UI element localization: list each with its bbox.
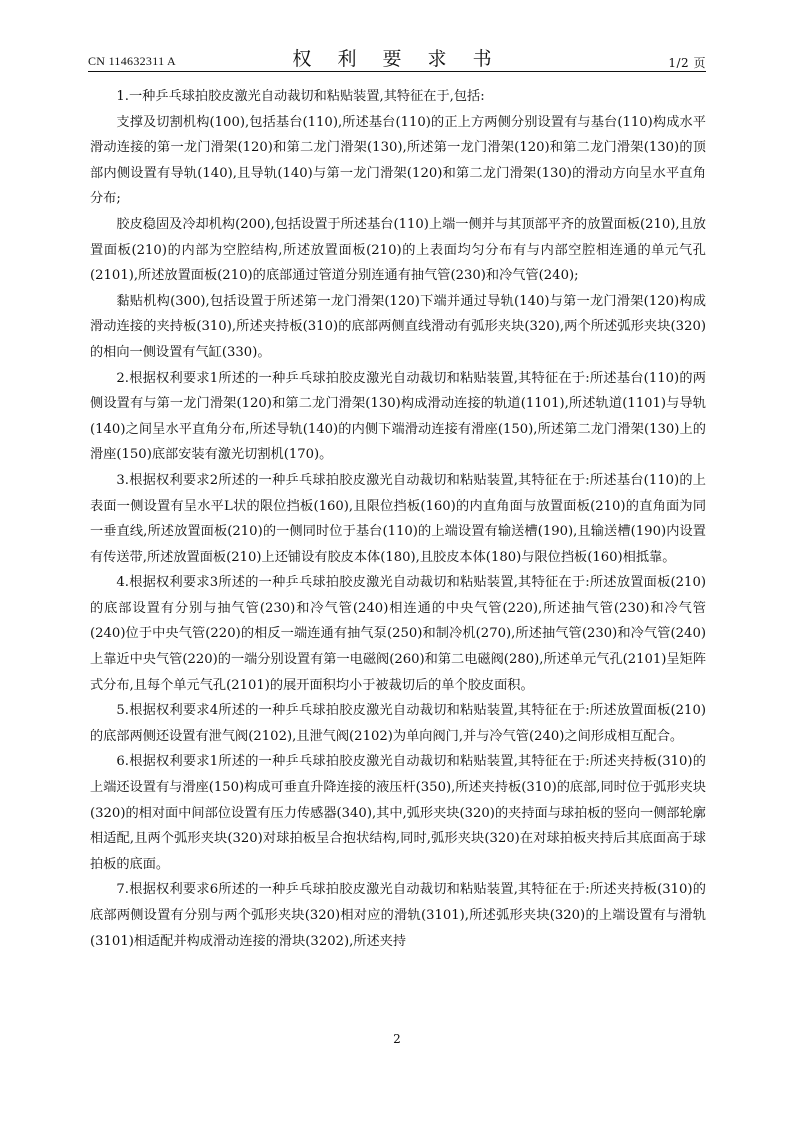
publication-number: CN 114632311 A xyxy=(88,54,176,68)
claims-body xyxy=(90,84,706,954)
claim-5: 5.根据权利要求4所述的一种乒乓球拍胶皮激光自动裁切和粘贴装置,其特征在于:所述放置面板(210)的底部两侧还设置有泄气阀(2102),且泄气阀(2102)为单向阀门,并与冷气管(240)之间形成相互配合。 xyxy=(90,703,706,744)
claim-1-adhesion-mechanism: 黏贴机构(300),包括设置于所述第一龙门滑架(120)下端并通过导轨(140)与第一龙门滑架(120)构成滑动连接的夹持板(310),所述夹持板(310)的底部两侧直线滑动有弧形夹块(320),两个所述弧形夹块(320)的相向一侧设置有气缸(330)。 xyxy=(90,293,706,360)
page-indicator: 1/2 页 xyxy=(668,56,706,70)
claim-1-intro: 1.一种乒乓球拍胶皮激光自动裁切和粘贴装置,其特征在于,包括: xyxy=(116,89,485,104)
page-number: 2 xyxy=(393,1032,401,1046)
claim-7: 7.根据权利要求6所述的一种乒乓球拍胶皮激光自动裁切和粘贴装置,其特征在于:所述夹持板(310)的底部两侧设置有分别与两个弧形夹块(320)相对应的滑轨(3101),所述弧形夹块(320)的上端设置有与滑轨(3101)相适配并构成滑动连接的滑块(3202),所述夹持 xyxy=(90,882,706,949)
document-title: 权 利 要 求 书 xyxy=(292,48,502,70)
claim-3: 3.根据权利要求2所述的一种乒乓球拍胶皮激光自动裁切和粘贴装置,其特征在于:所述基台(110)的上表面一侧设置有呈水平L状的限位挡板(160),且限位挡板(160)的内直角面与放置面板(210)的直角面为同一垂直线,所述放置面板(210)的一侧同时位于基台(110)的上端设置有输送槽(190),且输送槽(190)内设置有传送带,所述放置面板(210)上还铺设有胶皮本体(180),且胶皮本体(180)与限位挡板(160)相抵靠。 xyxy=(90,472,706,565)
claim-4: 4.根据权利要求3所述的一种乒乓球拍胶皮激光自动裁切和粘贴装置,其特征在于:所述放置面板(210)的底部设置有分别与抽气管(230)和冷气管(240)相连通的中央气管(220),所述抽气管(230)和冷气管(240)位于中央气管(220)的相反一端连通有抽气泵(250)和制冷机(270),所述抽气管(230)和冷气管(240)上靠近中央气管(220)的一端分别设置有第一电磁阀(260)和第二电磁阀(280),所述单元气孔(2101)呈矩阵式分布,且每个单元气孔(2101)的展开面积均小于被裁切后的单个胶皮面积。 xyxy=(90,575,707,693)
header-divider xyxy=(88,71,706,72)
claim-6: 6.根据权利要求1所述的一种乒乓球拍胶皮激光自动裁切和粘贴装置,其特征在于:所述夹持板(310)的上端还设置有与滑座(150)构成可垂直升降连接的液压杆(350),所述夹持板(310)的底部,同时位于弧形夹块(320)的相对面中间部位设置有压力传感器(340),其中,弧形夹块(320)的夹持面与球拍板的竖向一侧部轮廓相适配,且两个弧形夹块(320)对球拍板呈合抱状结构,同时,弧形夹块(320)在对球拍板夹持后其底面高于球拍板的底面。 xyxy=(90,754,706,872)
claim-1-cooling-mechanism: 胶皮稳固及冷却机构(200),包括设置于所述基台(110)上端一侧并与其顶部平齐的放置面板(210),且放置面板(210)的内部为空腔结构,所述放置面板(210)的上表面均匀分布有与内部空腔相连通的单元气孔(2101),所述放置面板(210)的底部通过管道分别连通有抽气管(230)和冷气管(240); xyxy=(90,216,706,284)
claim-1-support-mechanism: 支撑及切割机构(100),包括基台(110),所述基台(110)的正上方两侧分别设置有与基台(110)构成水平滑动连接的第一龙门滑架(120)和第二龙门滑架(130),所述第一龙门滑架(120)和第二龙门滑架(130)的顶部内侧设置有导轨(140),且导轨(140)与第一龙门滑架(120)和第二龙门滑架(130)的滑动方向呈水平直角分布; xyxy=(90,114,706,207)
claim-2: 2.根据权利要求1所述的一种乒乓球拍胶皮激光自动裁切和粘贴装置,其特征在于:所述基台(110)的两侧设置有与第一龙门滑架(120)和第二龙门滑架(130)构成滑动连接的轨道(1101),所述轨道(1101)与导轨(140)之间呈水平直角分布,所述导轨(140)的内侧下端滑动连接有滑座(150),所述第二龙门滑架(130)上的滑座(150)底部安装有激光切割机(170)。 xyxy=(90,370,706,463)
